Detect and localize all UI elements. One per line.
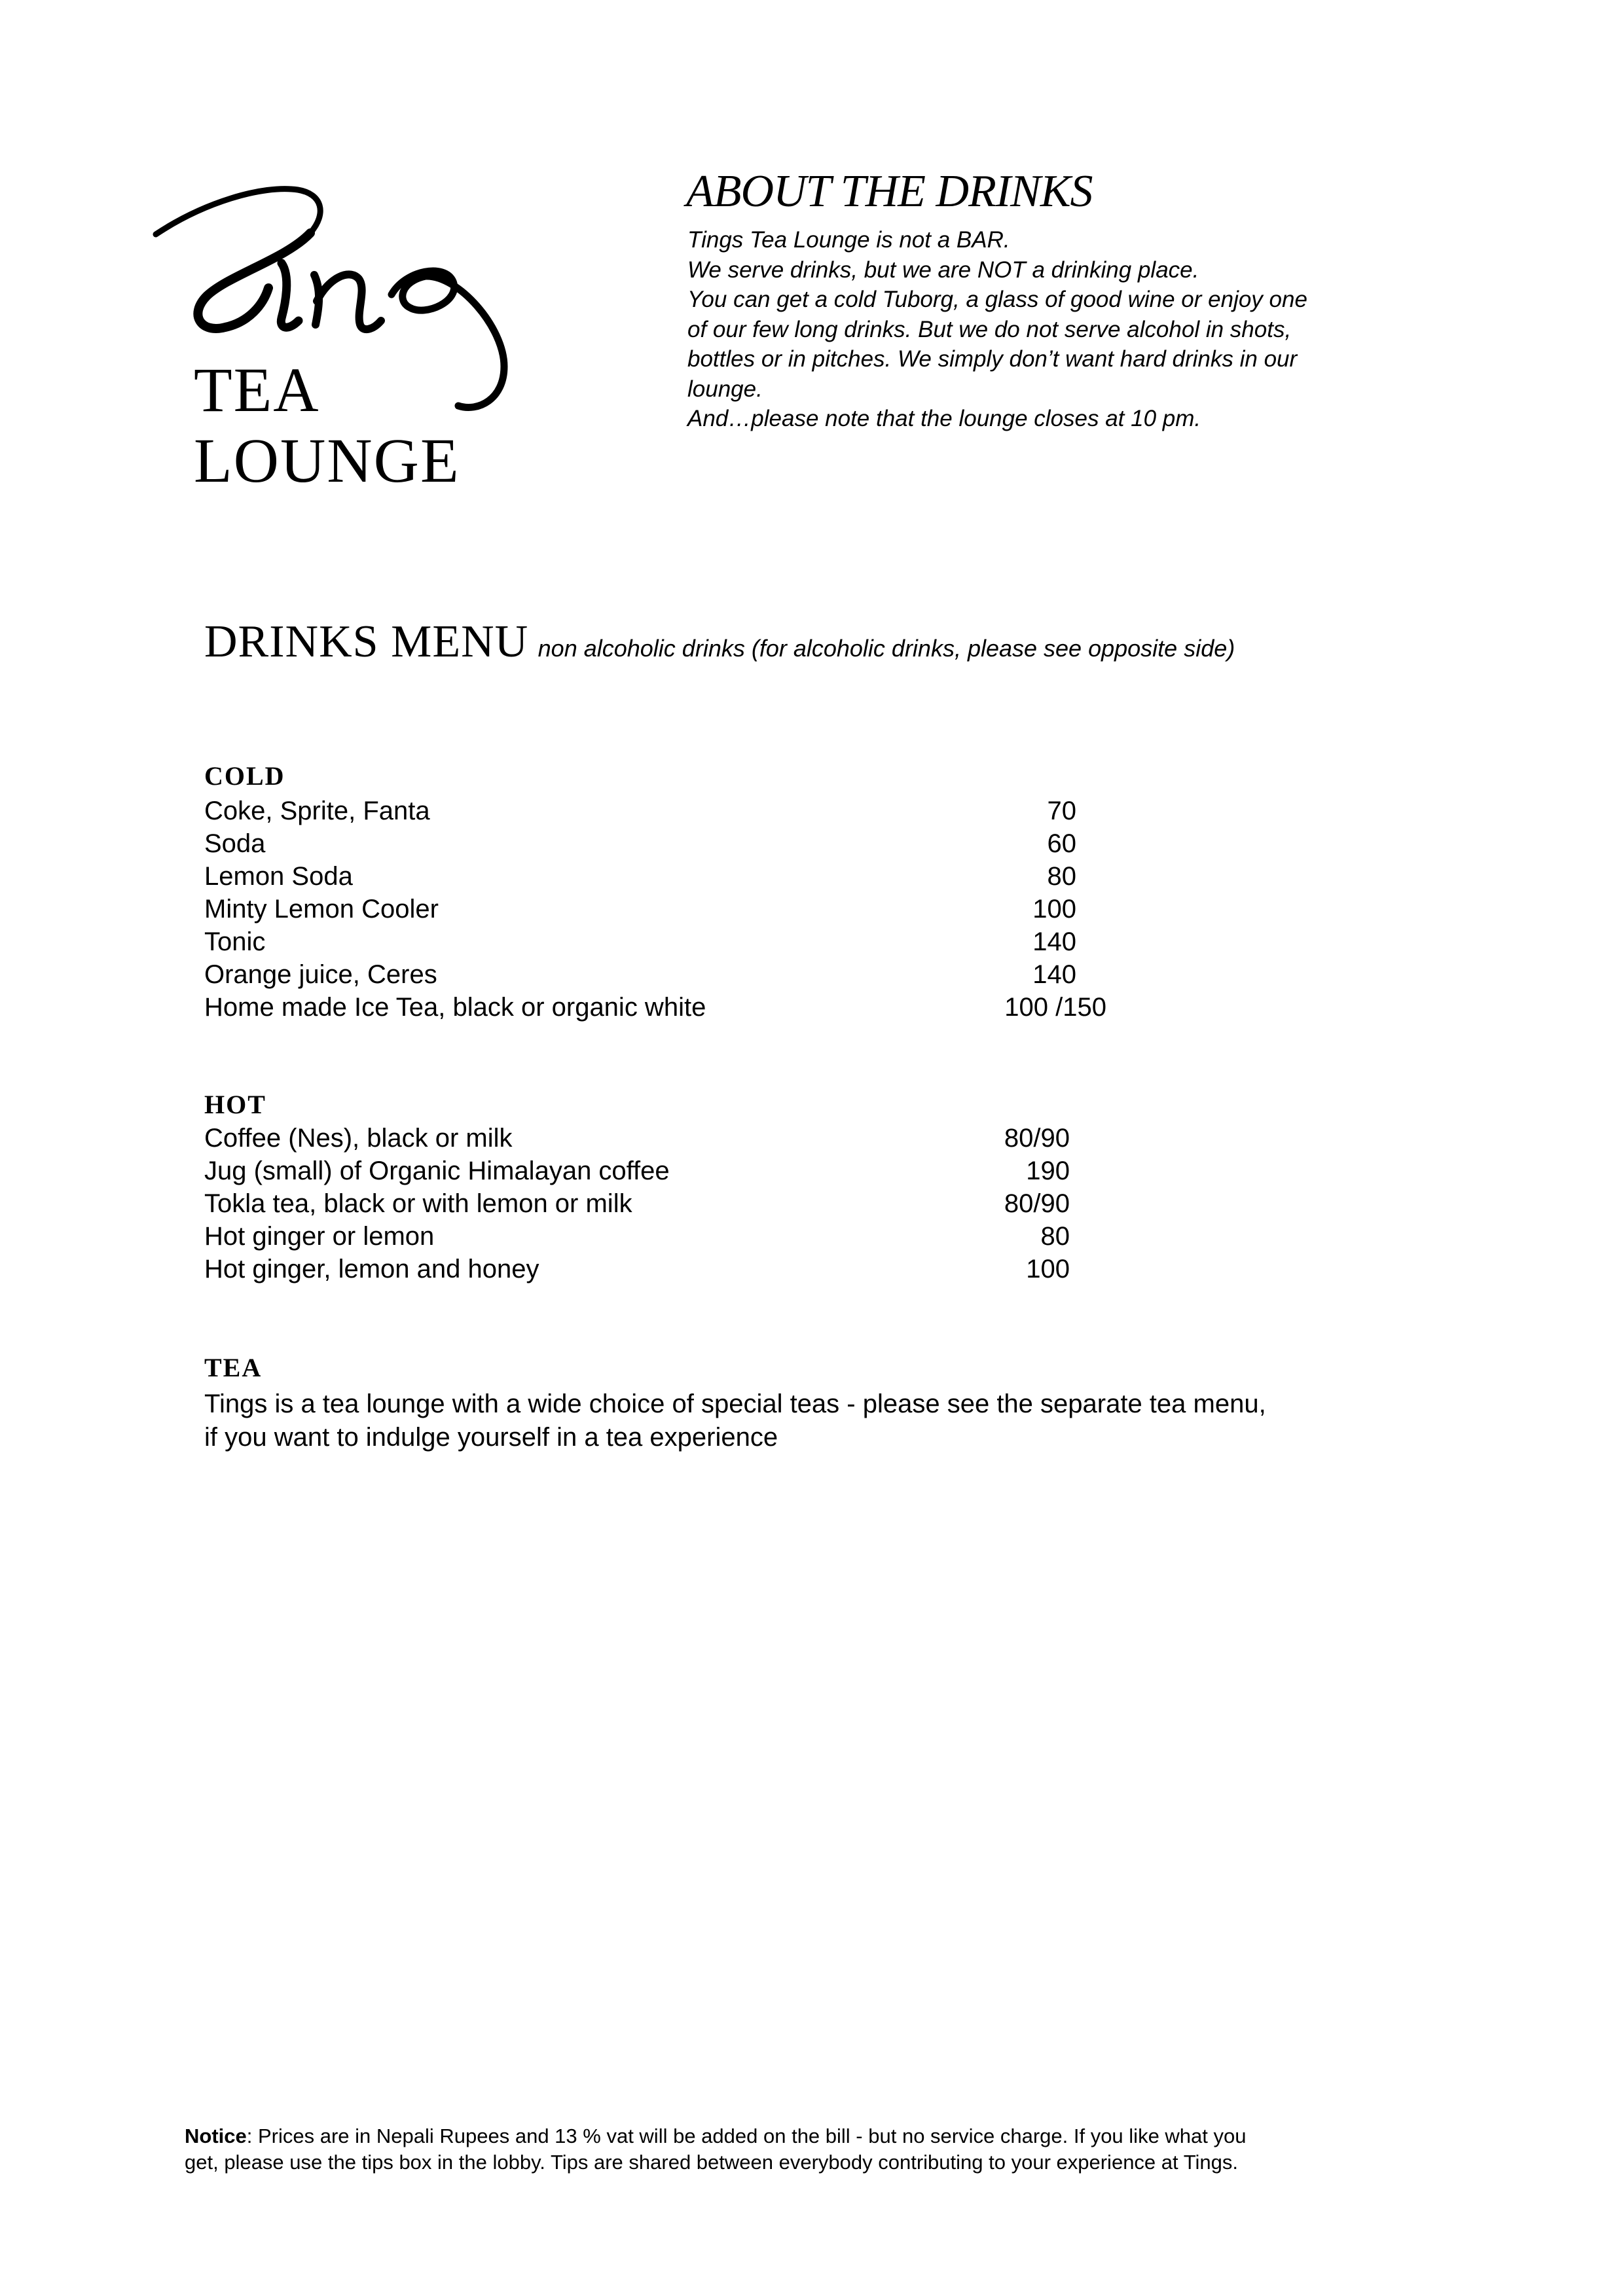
item-name: Hot ginger, lemon and honey [204,1255,539,1283]
item-price: 80/90 [1004,1124,1070,1153]
item-name: Jug (small) of Organic Himalayan coffee [204,1157,670,1185]
about-line: bottles or in pitches. We simply don’t want hard drinks in our [687,346,1298,372]
about-line: of our few long drinks. But we do not serve alcohol in shots, [687,316,1292,342]
notice-text-1: Prices are in Nepali Rupees and 13 % vat will be added on the bill - but no service charge. If you like what you [257,2125,1247,2147]
item-name: Tokla tea, black or with lemon or milk [204,1189,632,1218]
item-price: 80 [1047,862,1076,891]
item-name: Orange juice, Ceres [204,960,437,989]
logo-text-lounge: LOUNGE [194,425,460,495]
logo-text-tea: TEA [194,355,320,425]
item-price: 80 [1040,1222,1070,1251]
section-heading-tea: TEA [204,1353,263,1382]
tea-line: if you want to indulge yourself in a tea experience [204,1423,778,1452]
tea-line: Tings is a tea lounge with a wide choice of special teas - please see the separate tea menu, [204,1390,1266,1418]
item-price: 100 [1032,895,1076,924]
item-name: Minty Lemon Cooler [204,895,439,924]
about-line: And…please note that the lounge closes at 10 pm. [687,406,1201,431]
about-paragraph [687,225,1408,434]
item-name: Home made Ice Tea, black or organic white [204,993,706,1022]
item-name: Coke, Sprite, Fanta [204,797,430,825]
item-name: Coffee (Nes), black or milk [204,1124,513,1153]
item-price: 70 [1047,797,1076,825]
item-price: 140 [1032,927,1076,956]
item-price: 100 /150 [1004,993,1106,1022]
notice-line-1: Notice: Prices are in Nepali Rupees and 13 % vat will be added on the bill - but no service charge. If you like what you [185,2125,1247,2147]
item-price: 190 [1026,1157,1070,1185]
about-title: ABOUT THE DRINKS [686,166,1093,217]
notice-text-2: get, please use the tips box in the lobby. Tips are shared between everybody contributing to your experience at Tings. [185,2151,1238,2174]
menu-subtitle: non alcoholic drinks (for alcoholic drinks, please see opposite side) [538,635,1235,662]
about-line: lounge. [687,376,763,402]
drinks-menu-heading [204,619,1235,665]
item-price: 80/90 [1004,1189,1070,1218]
notice-label: Notice [185,2125,247,2147]
about-line: Tings Tea Lounge is not a BAR. [687,227,1010,253]
item-price: 100 [1026,1255,1070,1283]
item-name: Soda [204,829,266,858]
section-heading-hot: HOT [204,1090,266,1119]
tea-description [204,1388,1448,1454]
item-name: Lemon Soda [204,862,353,891]
item-name: Hot ginger or lemon [204,1222,435,1251]
item-price: 60 [1047,829,1076,858]
about-line: You can get a cold Tuborg, a glass of good wine or enjoy one [687,287,1307,312]
item-name: Tonic [204,927,266,956]
about-line: We serve drinks, but we are NOT a drinking place. [687,257,1199,283]
item-price: 140 [1032,960,1076,989]
section-heading-cold: COLD [204,761,285,791]
menu-title: DRINKS MENU [204,617,529,667]
notice-footer [185,2123,1494,2176]
